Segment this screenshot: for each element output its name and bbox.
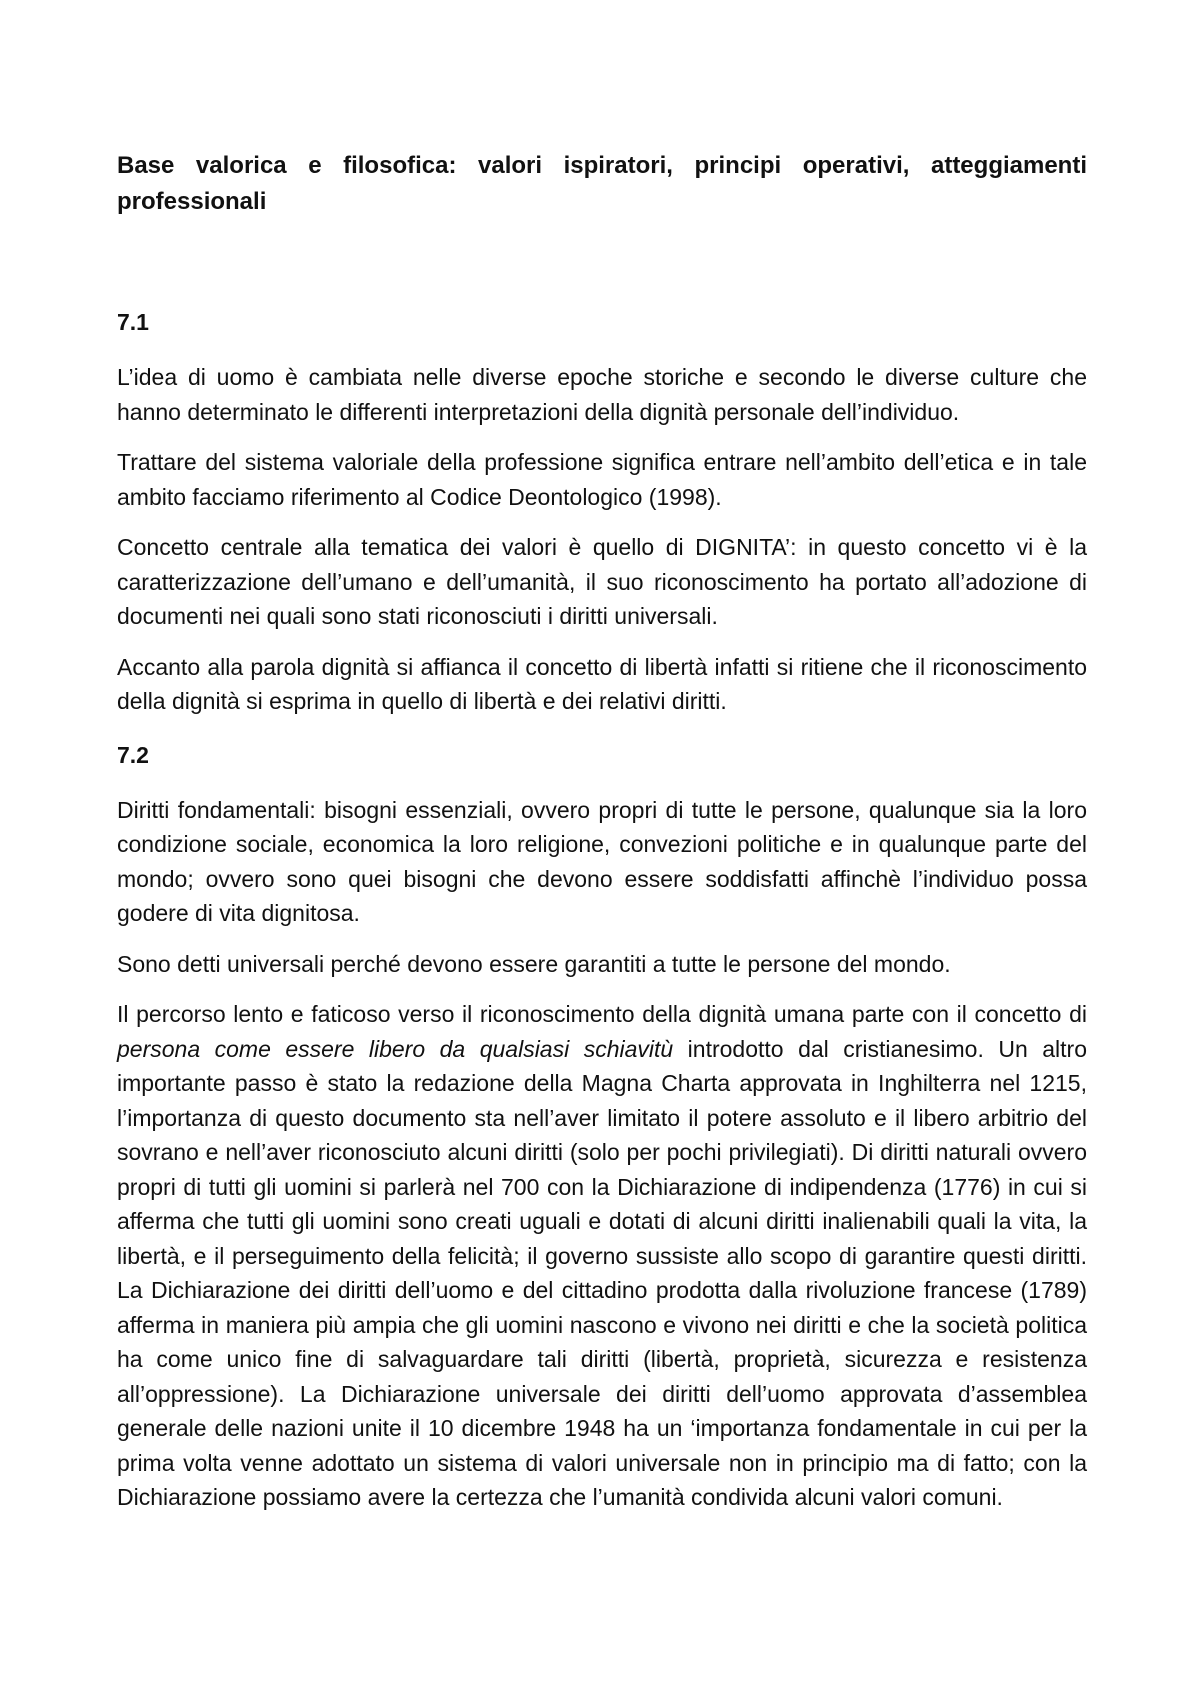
paragraph: L’idea di uomo è cambiata nelle diverse epoche storiche e secondo le diverse culture che hanno determinato le differenti interpretazioni della dignità personale dell’individuo. — [117, 364, 1087, 425]
paragraph: Trattare del sistema valoriale della professione significa entrare nell’ambito dell’etica e in tale ambito facciamo riferimento al Codice Deontologico (1998). — [117, 449, 1087, 510]
section-7-1 — [117, 306, 1087, 719]
document-page — [117, 148, 1087, 1515]
section-number: 7.2 — [117, 741, 149, 768]
paragraph: Diritti fondamentali: bisogni essenziali, ovvero propri di tutte le persone, qualunque sia la loro condizione sociale, economica la loro religione, convezioni politiche e in qualunque parte del mondo; ovvero sono quei bisogni che devono essere soddisfatti affinchè l’individuo possa godere di vita dignitosa. — [117, 796, 1087, 926]
paragraph: Sono detti universali perché devono essere garantiti a tutte le persone del mondo. — [117, 950, 951, 977]
paragraph: Accanto alla parola dignità si affianca il concetto di libertà infatti si ritiene che il riconoscimento della dignità si esprima in quello di libertà e dei relativi diritti. — [117, 653, 1087, 714]
section-7-2 — [117, 739, 1087, 1515]
paragraph-text: introdotto dal cristianesimo. Un altro importante passo è stato la redazione della Magna Charta approvata in Inghilterra nel 1215, l’importanza di questo documento sta nell’aver limitato il potere assoluto e il libero arbitrio del sovrano e nell’aver riconosciuto alcuni diritti (solo per pochi privilegiati). Di diritti naturali ovvero propri di tutti gli uomini si parlerà nel 700 con la Dichiarazione di indipendenza (1776) in cui si afferma che tutti gli uomini sono creati uguali e dotati di alcuni diritti inalienabili quali la vita, la libertà, e il perseguimento della felicità; il governo sussiste allo scopo di garantire questi diritti. La Dichiarazione dei diritti dell’uomo e del cittadino prodotta dalla rivoluzione francese (1789) afferma in maniera più ampia che gli uomini nascono e vivono nei diritti e che la società politica ha come unico fine di salvaguardare tali diritti (libertà, proprietà, sicurezza e resistenza all’oppressione). La Dichiarazione universale dei diritti dell’uomo approvata d’assemblea generale delle nazioni unite il 10 dicembre 1948 ha un ‘importanza fondamentale in cui per la prima volta venne adottato un sistema di valori universale non in principio ma di fatto; con la Dichiarazione possiamo avere la certezza che l’umanità condivida alcuni valori comuni. — [117, 1035, 1087, 1510]
paragraph-text: Il percorso lento e faticoso verso il riconoscimento della dignità umana parte con il concetto di — [117, 1001, 1087, 1027]
section-number: 7.1 — [117, 309, 149, 335]
paragraph-history-of-rights — [117, 997, 1087, 1515]
paragraph: Concetto centrale alla tematica dei valori è quello di DIGNITA’: in questo concetto vi è la caratterizzazione dell’umano e dell’umanità, il suo riconoscimento ha portato all’adozione di documenti nei quali sono stati riconosciuti i diritti universali. — [117, 534, 1087, 629]
document-title: Base valorica e filosofica: valori ispiratori, principi operativi, atteggiamenti professionali — [117, 152, 1087, 215]
emphasized-phrase: persona come essere libero da qualsiasi schiavitù — [117, 1035, 674, 1062]
